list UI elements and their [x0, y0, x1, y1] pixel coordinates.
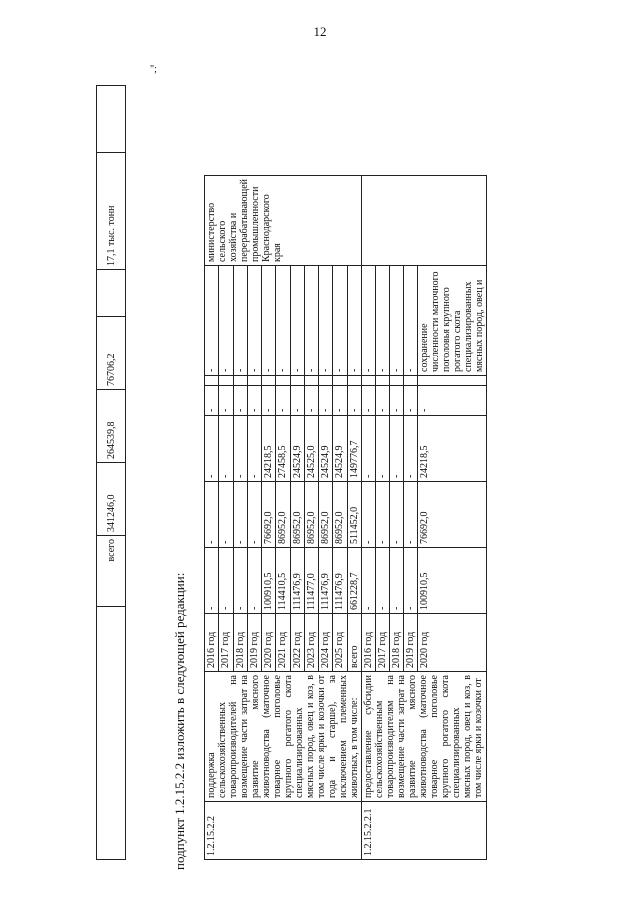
value-regional-cell: 76692,0	[262, 482, 276, 548]
value-other-cell: 24218,5	[262, 416, 276, 482]
value-total-cell: -	[205, 548, 219, 614]
year-cell: 2020 год	[262, 614, 276, 672]
indicator-cell: -	[319, 266, 333, 376]
narrow-cell	[390, 376, 404, 386]
page-number: 12	[313, 24, 327, 39]
value-regional-cell: 86952,0	[276, 482, 290, 548]
narrow-cell	[333, 376, 347, 386]
value-regional-cell: 76692,0	[418, 482, 487, 548]
value-total-cell: -	[390, 548, 404, 614]
year-cell: 2019 год	[404, 614, 418, 672]
year-cell: 2024 год	[319, 614, 333, 672]
value-total-cell: 661228,7	[347, 548, 361, 614]
indicator-cell: -	[362, 266, 376, 376]
block2	[362, 175, 487, 859]
year-cell: 2016 год	[205, 614, 219, 672]
value-other-cell: -	[376, 416, 390, 482]
empty-dash-cell: -	[290, 386, 304, 416]
value-total-cell: 100910,5	[418, 548, 487, 614]
empty-dash-cell: -	[262, 386, 276, 416]
block1-executor: министерство сельского хозяйства и перерабатывающей промышленности Краснодарского края	[205, 175, 362, 265]
narrow-cell	[418, 376, 487, 386]
prev-empty-cell-2	[97, 270, 126, 317]
prev-total-label: всего	[97, 536, 126, 607]
empty-dash-cell: -	[319, 386, 333, 416]
value-other-cell: 24524,9	[333, 416, 347, 482]
year-cell: 2019 год	[247, 614, 261, 672]
empty-dash-cell: -	[205, 386, 219, 416]
indicator-cell: -	[390, 266, 404, 376]
value-other-cell: 149776,7	[347, 416, 361, 482]
value-total-cell: -	[233, 548, 247, 614]
prev-total-v3: 76706,2	[97, 317, 126, 390]
value-other-cell: -	[219, 416, 233, 482]
prev-empty-cell	[97, 607, 126, 860]
empty-dash-cell: -	[376, 386, 390, 416]
narrow-cell	[219, 376, 233, 386]
value-regional-cell: 86952,0	[290, 482, 304, 548]
rotated-table-sheet	[105, 40, 600, 870]
year-cell: 2017 год	[219, 614, 233, 672]
year-cell: 2022 год	[290, 614, 304, 672]
empty-dash-cell: -	[247, 386, 261, 416]
value-regional-cell: -	[404, 482, 418, 548]
block2-executor	[362, 175, 487, 265]
indicator-cell: -	[219, 266, 233, 376]
indicator-cell: -	[247, 266, 261, 376]
value-other-cell: 24524,9	[319, 416, 333, 482]
block2-code: 1.2.15.2.2.1	[362, 802, 487, 860]
value-other-cell: 24218,5	[418, 416, 487, 482]
value-total-cell: -	[376, 548, 390, 614]
empty-dash-cell: -	[362, 386, 376, 416]
year-cell: 2020 год	[418, 614, 487, 672]
year-cell: всего	[347, 614, 361, 672]
indicator-cell: -	[404, 266, 418, 376]
empty-dash-cell: -	[276, 386, 290, 416]
value-other-cell: -	[233, 416, 247, 482]
year-cell: 2018 год	[233, 614, 247, 672]
value-regional-cell: -	[362, 482, 376, 548]
block1-name: поддержка сельскохозяйственных товаропроизводителей на возмещение части затрат на развитие мясного животноводства (маточное товарное поголовье крупного рогатого скота специализированных мясных пород, овец и коз, в том числе ярки и козочки от года и старше), за исключением племенных животных, в том числе:	[205, 672, 362, 802]
narrow-cell	[233, 376, 247, 386]
narrow-cell	[347, 376, 361, 386]
prev-empty-cell-3	[97, 86, 126, 153]
prev-total-v1: 341246,0	[97, 463, 126, 536]
block1	[205, 175, 362, 859]
empty-dash-cell: -	[219, 386, 233, 416]
value-regional-cell: -	[205, 482, 219, 548]
value-total-cell: -	[247, 548, 261, 614]
narrow-cell	[290, 376, 304, 386]
indicator-cell: -	[276, 266, 290, 376]
narrow-cell	[319, 376, 333, 386]
year-cell: 2017 год	[376, 614, 390, 672]
empty-dash-cell: -	[304, 386, 318, 416]
value-total-cell: 111477,0	[304, 548, 318, 614]
value-other-cell: -	[247, 416, 261, 482]
narrow-cell	[262, 376, 276, 386]
empty-dash-cell: -	[347, 386, 361, 416]
narrow-cell	[376, 376, 390, 386]
indicator-cell: -	[376, 266, 390, 376]
year-cell: 2021 год	[276, 614, 290, 672]
intro-text: подпункт 1.2.15.2.2 изложить в следующей редакции:	[172, 572, 187, 870]
value-regional-cell: -	[390, 482, 404, 548]
indicator-cell: -	[262, 266, 276, 376]
prev-indicator: 17,1 тыс. тонн	[97, 153, 126, 270]
prev-total-v2: 264539,8	[97, 390, 126, 463]
value-other-cell: 27458,5	[276, 416, 290, 482]
value-total-cell: 114410,5	[276, 548, 290, 614]
narrow-cell	[276, 376, 290, 386]
value-other-cell: -	[362, 416, 376, 482]
indicator-cell: -	[233, 266, 247, 376]
block2-name: предоставление субсидии сельскохозяйственным товаропроизводителям на возмещение части затрат на развитие мясного животноводства (маточное товарное поголовье крупного рогатого скота специализированных мясных пород, овец и коз, в том числе ярки и козочки от	[362, 672, 487, 802]
indicator-cell: -	[205, 266, 219, 376]
year-cell: 2023 год	[304, 614, 318, 672]
year-cell: 2018 год	[390, 614, 404, 672]
value-total-cell: -	[362, 548, 376, 614]
narrow-cell	[205, 376, 219, 386]
value-regional-cell: -	[219, 482, 233, 548]
year-cell: 2025 год	[333, 614, 347, 672]
table-row	[362, 175, 376, 859]
value-regional-cell: -	[376, 482, 390, 548]
indicator-cell: -	[347, 266, 361, 376]
indicator-cell: сохранение численности маточного поголовья крупного рогатого скота специализированных мясных пород, овец и	[418, 266, 487, 376]
value-total-cell: -	[404, 548, 418, 614]
value-total-cell: -	[219, 548, 233, 614]
empty-dash-cell: -	[390, 386, 404, 416]
previous-table-fragment	[96, 85, 126, 860]
empty-dash-cell: -	[418, 386, 487, 416]
indicator-cell: -	[290, 266, 304, 376]
value-regional-cell: -	[233, 482, 247, 548]
empty-dash-cell: -	[233, 386, 247, 416]
empty-dash-cell: -	[404, 386, 418, 416]
table-row	[205, 175, 219, 859]
narrow-cell	[304, 376, 318, 386]
value-total-cell: 100910,5	[262, 548, 276, 614]
narrow-cell	[404, 376, 418, 386]
value-regional-cell: 86952,0	[333, 482, 347, 548]
value-total-cell: 111476,9	[290, 548, 304, 614]
value-other-cell: 24525,0	[304, 416, 318, 482]
value-regional-cell: 86952,0	[319, 482, 333, 548]
value-regional-cell: -	[247, 482, 261, 548]
value-other-cell: 24524,9	[290, 416, 304, 482]
narrow-cell	[362, 376, 376, 386]
value-other-cell: -	[205, 416, 219, 482]
indicator-cell: -	[304, 266, 318, 376]
value-other-cell: -	[404, 416, 418, 482]
value-total-cell: 111476,9	[333, 548, 347, 614]
indicator-cell: -	[333, 266, 347, 376]
value-regional-cell: 511452,0	[347, 482, 361, 548]
block1-code: 1.2.15.2.2	[205, 802, 362, 860]
value-total-cell: 111476,9	[319, 548, 333, 614]
value-other-cell: -	[390, 416, 404, 482]
opening-quote: ";	[150, 64, 157, 75]
empty-dash-cell: -	[333, 386, 347, 416]
program-table	[204, 175, 487, 860]
value-regional-cell: 86952,0	[304, 482, 318, 548]
year-cell: 2016 год	[362, 614, 376, 672]
narrow-cell	[247, 376, 261, 386]
